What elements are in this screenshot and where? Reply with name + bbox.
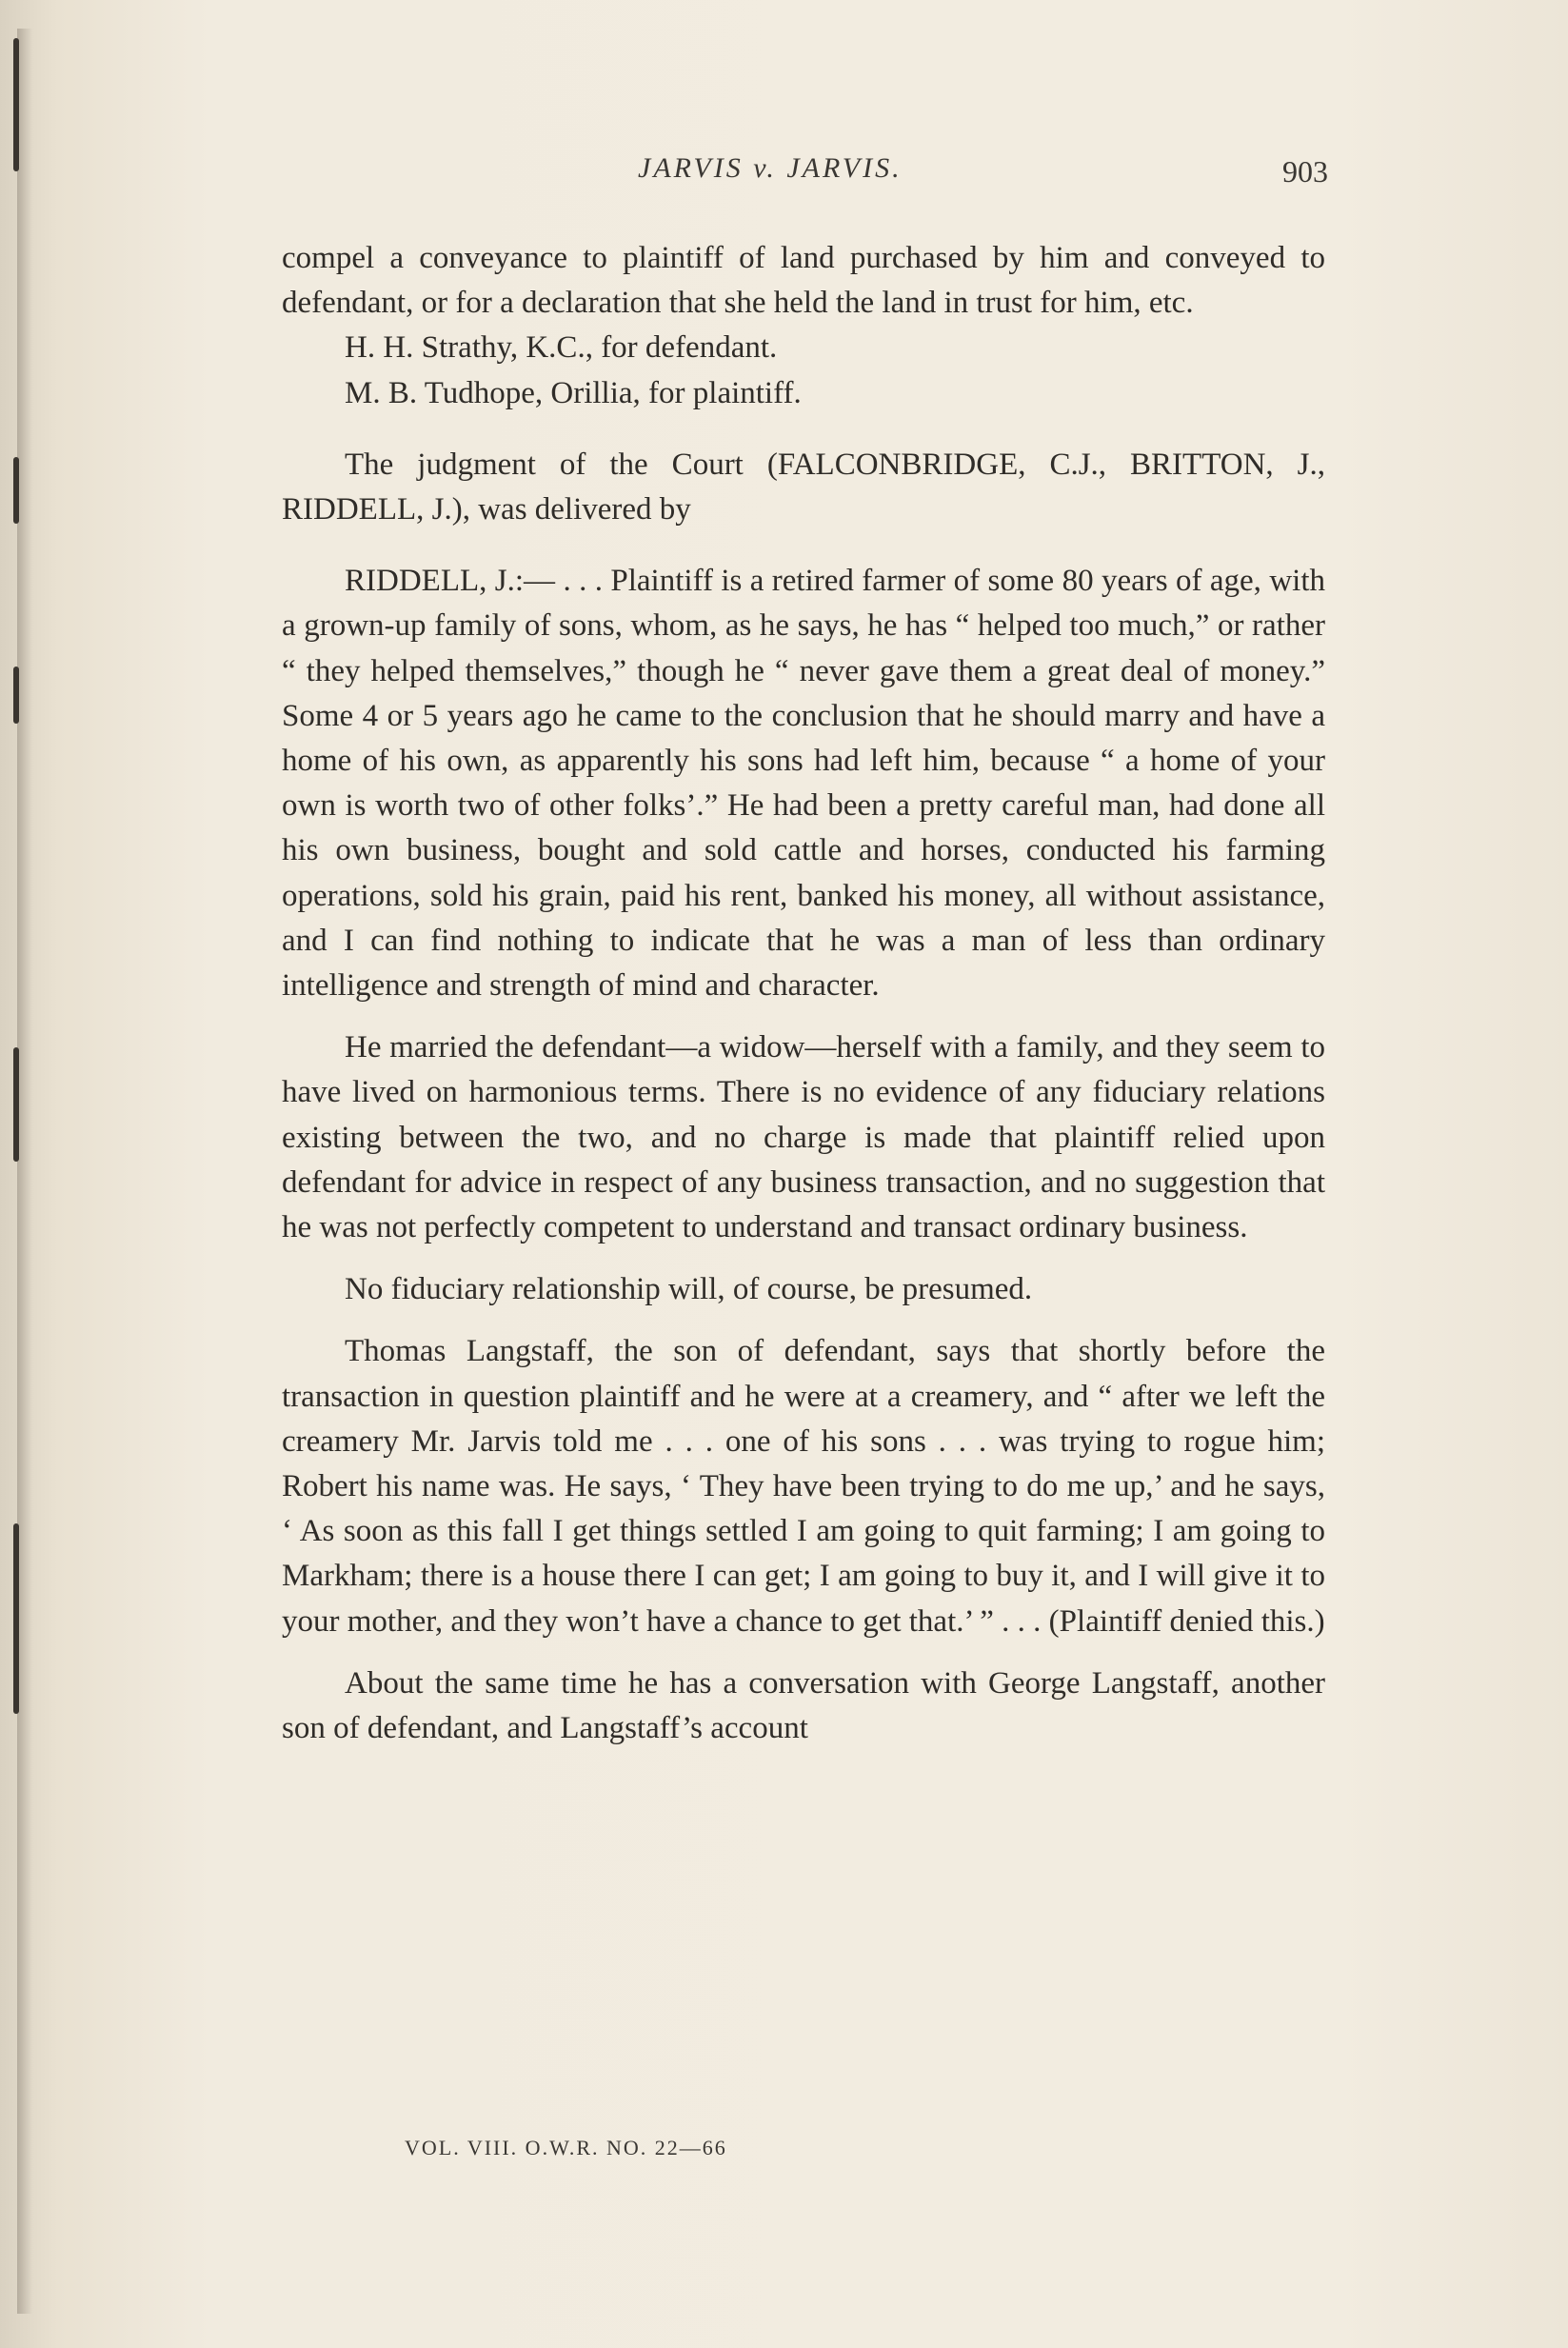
page-body [282,236,1325,1751]
signature-footer: VOL. VIII. O.W.R. NO. 22—66 [405,2136,727,2159]
binding-shadow [17,29,32,2314]
paragraph: No fiduciary relationship will, of course, be presumed. [345,1272,1033,1307]
running-title: JARVIS v. JARVIS. [638,152,903,184]
paragraph: He married the defendant—a widow—herself with a family, and they seem to have lived on harmonious terms. There is no evidence of any fiduciary relations existing between the two, and no charge is made that plaintiff relied upon defendant for advice in respect of any business transaction, and no suggestion that he was not perfectly competent to understand and transact ordinary business. [282,1030,1325,1245]
paragraph: Thomas Langstaff, the son of defendant, says that shortly before the transaction in question plaintiff and he were at a creamery, and “ after we left the creamery Mr. Jarvis told me . . . one of his sons . . . was trying to rogue him; Robert his name was. He says, ‘ They have been trying to do me up,’ and he says, ‘ As soon as this fall I get things settled I am going to quit farming; I am going to Markham; there is a house there I can get; I am going to buy it, and I will give it to your mother, and they won’t have a chance to get that.’ ” . . . (Plaintiff denied this.) [282,1334,1325,1639]
binding-thread-mark [13,457,19,524]
page-header [276,152,1328,200]
paragraph: The judgment of the Court (FALCONBRIDGE, C.J., BRITTON, J., RIDDELL, J.), was delivered by [282,447,1325,527]
paragraph: About the same time he has a conversation with George Langstaff, another son of defendant, and Langstaff’s account [282,1665,1325,1746]
paragraph: compel a conveyance to plaintiff of land purchased by him and conveyed to defendant, or for a declaration that she held the land in trust for him, etc. [282,241,1325,321]
paragraph: RIDDELL, J.:— . . . Plaintiff is a retired farmer of some 80 years of age, with a grown-up family of sons, whom, as he says, he has “ helped too much,” or rather “ they helped themselves,” though he “ never gave them a great deal of money.” Some 4 or 5 years ago he came to the conclusion that he should marry and have a home of his own, as apparently his sons had left him, because “ a home of your own is worth two of other folks’.” He had been a pretty careful man, had done all his own business, bought and sold cattle and horses, conducted his farming operations, sold his grain, paid his rent, banked his money, all without assistance, and I can find nothing to indicate that he was a man of less than ordinary intelligence and strength of mind and character. [282,564,1325,1004]
counsel-line: M. B. Tudhope, Orillia, for plaintiff. [345,375,802,410]
counsel-line: H. H. Strathy, K.C., for defendant. [345,330,778,366]
binding-thread-mark [13,667,19,724]
binding-thread-mark [13,38,19,171]
page-number: 903 [1282,154,1328,189]
binding-thread-mark [13,1523,19,1714]
binding-thread-mark [13,1047,19,1162]
